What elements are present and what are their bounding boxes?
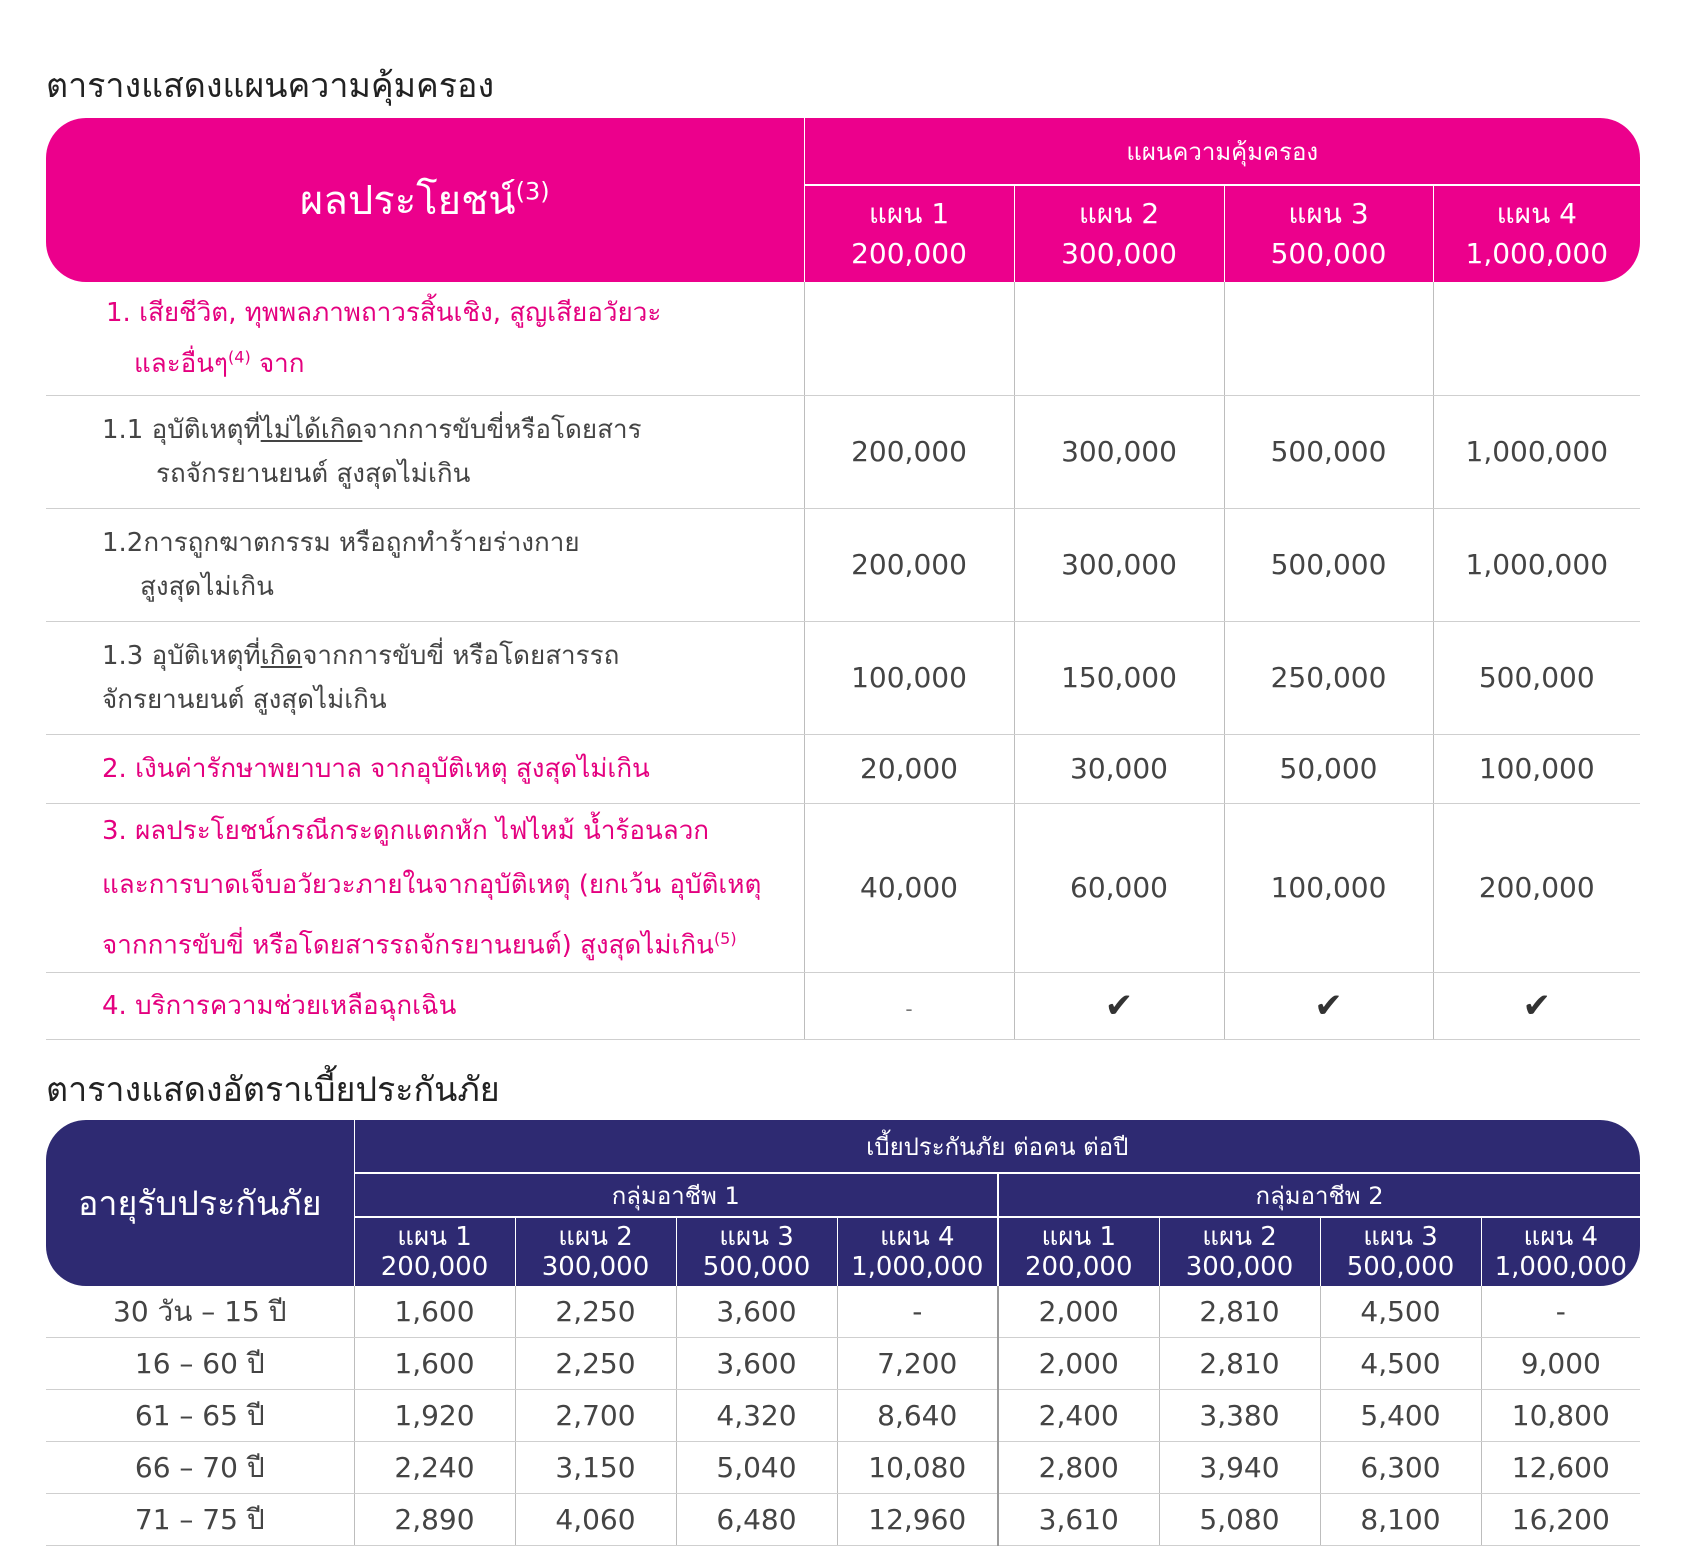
premium-cell: 5,040 [676, 1442, 837, 1494]
check-icon: ✔ [1224, 973, 1433, 1040]
value-cell: 1,000,000 [1433, 508, 1640, 621]
premium-cell: 2,240 [354, 1442, 515, 1494]
premium-cell: 10,080 [837, 1442, 998, 1494]
premium-cell: 5,400 [1320, 1390, 1481, 1442]
benefit-2-label: 2. เงินค่ารักษาพยาบาล จากอุบัติเหตุ สูงสุดไม่เกิน [46, 734, 804, 803]
premium-row [46, 1442, 1640, 1494]
plan-2-header: แผน 2 300,000 [1014, 185, 1224, 282]
check-icon: ✔ [1433, 973, 1640, 1040]
benefit-4-label: 4. บริการความช่วยเหลือฉุกเฉิน [46, 973, 804, 1040]
check-icon: ✔ [1014, 973, 1224, 1040]
premium-cell: 2,800 [998, 1442, 1159, 1494]
premium-cell: 4,500 [1320, 1338, 1481, 1390]
premium-cell: 2,250 [515, 1286, 676, 1338]
premium-cell: 4,320 [676, 1390, 837, 1442]
plan-1-header: แผน 1 200,000 [804, 185, 1014, 282]
premium-cell: 7,200 [837, 1338, 998, 1390]
value-cell: 150,000 [1014, 621, 1224, 734]
value-cell: 50,000 [1224, 734, 1433, 803]
premium-cell: 1,600 [354, 1286, 515, 1338]
age-range-cell: 71 – 75 ปี [46, 1494, 354, 1546]
g2-plan-1-header: แผน 1 200,000 [998, 1217, 1159, 1286]
premium-cell: 2,400 [998, 1390, 1159, 1442]
occupation-group-1-header: กลุ่มอาชีพ 1 [354, 1173, 998, 1217]
coverage-table [46, 118, 1640, 1040]
premium-cell: 4,500 [1320, 1286, 1481, 1338]
premium-cell: 12,600 [1481, 1442, 1640, 1494]
value-cell: 30,000 [1014, 734, 1224, 803]
premium-cell: 3,600 [676, 1286, 837, 1338]
age-range-cell: 30 วัน – 15 ปี [46, 1286, 354, 1338]
coverage-row-1-2 [46, 508, 1640, 621]
premium-cell: 2,000 [998, 1286, 1159, 1338]
premium-row [46, 1286, 1640, 1338]
value-cell: 20,000 [804, 734, 1014, 803]
premium-rows [46, 1286, 1640, 1546]
premium-cell: 9,000 [1481, 1338, 1640, 1390]
premium-cell: 8,100 [1320, 1494, 1481, 1546]
premium-cell: 3,610 [998, 1494, 1159, 1546]
premium-cell: 2,810 [1159, 1286, 1320, 1338]
benefit-3-label: 3. ผลประโยชน์กรณีกระดูกแตกหัก ไฟไหม้ น้ำร้อนลวก และการบาดเจ็บอวัยวะภายในจากอุบัติเหตุ (ยกเว้น อุบัติเหตุ จากการขับขี่ หรือโดยสารรถจักรยานยนต์) สูงสุดไม่เกิน$^{(5)}$ [46, 803, 804, 973]
coverage-row-1-1 [46, 395, 1640, 508]
premium-cell: 1,920 [354, 1390, 515, 1442]
premium-cell: 8,640 [837, 1390, 998, 1442]
premium-cell: 3,600 [676, 1338, 837, 1390]
benefit-1-3-label: 1.3 อุบัติเหตุที่เกิดจากการขับขี่ หรือโดยสารรถ จักรยานยนต์ สูงสุดไม่เกิน [46, 621, 804, 734]
premium-cell: - [1481, 1286, 1640, 1338]
value-cell: 200,000 [804, 395, 1014, 508]
age-range-cell: 61 – 65 ปี [46, 1390, 354, 1442]
premium-cell: 2,000 [998, 1338, 1159, 1390]
value-cell: 500,000 [1224, 395, 1433, 508]
value-cell: 100,000 [1224, 803, 1433, 973]
value-cell: 300,000 [1014, 508, 1224, 621]
coverage-row-1-3 [46, 621, 1640, 734]
premium-row [46, 1390, 1640, 1442]
premium-cell: 2,810 [1159, 1338, 1320, 1390]
value-cell: 1,000,000 [1433, 395, 1640, 508]
occupation-group-2-header: กลุ่มอาชีพ 2 [998, 1173, 1640, 1217]
premium-cell: 2,700 [515, 1390, 676, 1442]
g2-plan-2-header: แผน 2 300,000 [1159, 1217, 1320, 1286]
value-cell: 200,000 [1433, 803, 1640, 973]
premium-title: ตารางแสดงอัตราเบี้ยประกันภัย [46, 1070, 500, 1110]
value-cell: 100,000 [1433, 734, 1640, 803]
benefit-1-label: 1. เสียชีวิต, ทุพพลภาพถาวรสิ้นเชิง, สูญเสียอวัยวะ และอื่นๆ$^{(4)}$ จาก [46, 282, 804, 395]
premium-cell: 5,080 [1159, 1494, 1320, 1546]
premium-cell: 10,800 [1481, 1390, 1640, 1442]
g1-plan-1-header: แผน 1 200,000 [354, 1217, 515, 1286]
benefit-1-2-label: 1.2การถูกฆาตกรรม หรือถูกทำร้ายร่างกาย สูงสุดไม่เกิน [46, 508, 804, 621]
plans-header: แผนความคุ้มครอง [804, 118, 1640, 185]
value-cell: 500,000 [1433, 621, 1640, 734]
premium-cell: 16,200 [1481, 1494, 1640, 1546]
value-cell: 500,000 [1224, 508, 1433, 621]
age-range-cell: 16 – 60 ปี [46, 1338, 354, 1390]
premium-cell: 6,300 [1320, 1442, 1481, 1494]
premium-cell: 1,600 [354, 1338, 515, 1390]
age-range-cell: 66 – 70 ปี [46, 1442, 354, 1494]
premium-row [46, 1494, 1640, 1546]
premium-table [46, 1120, 1640, 1546]
g1-plan-2-header: แผน 2 300,000 [515, 1217, 676, 1286]
premium-cell: 3,940 [1159, 1442, 1320, 1494]
plan-4-header: แผน 4 1,000,000 [1433, 185, 1640, 282]
coverage-row-2 [46, 734, 1640, 803]
value-cell: 60,000 [1014, 803, 1224, 973]
premium-cell: 6,480 [676, 1494, 837, 1546]
value-cell: 100,000 [804, 621, 1014, 734]
coverage-row-1 [46, 282, 1640, 395]
premium-row [46, 1338, 1640, 1390]
premium-cell: 4,060 [515, 1494, 676, 1546]
value-cell: 250,000 [1224, 621, 1433, 734]
premium-cell: 3,380 [1159, 1390, 1320, 1442]
benefit-1-1-label: 1.1 อุบัติเหตุที่ไม่ได้เกิดจากการขับขี่หรือโดยสาร รถจักรยานยนต์ สูงสุดไม่เกิน [46, 395, 804, 508]
g1-plan-3-header: แผน 3 500,000 [676, 1217, 837, 1286]
premium-per-person-header: เบี้ยประกันภัย ต่อคน ต่อปี [354, 1120, 1640, 1173]
premium-cell: 3,150 [515, 1442, 676, 1494]
g1-plan-4-header: แผน 4 1,000,000 [837, 1217, 998, 1286]
premium-cell: 2,890 [354, 1494, 515, 1546]
premium-cell: - [837, 1286, 998, 1338]
g2-plan-3-header: แผน 3 500,000 [1320, 1217, 1481, 1286]
value-cell: 300,000 [1014, 395, 1224, 508]
benefit-header: ผลประโยชน์$^{(3)}$ [46, 118, 804, 282]
value-cell: 200,000 [804, 508, 1014, 621]
g2-plan-4-header: แผน 4 1,000,000 [1481, 1217, 1640, 1286]
coverage-row-3 [46, 803, 1640, 973]
value-cell: 40,000 [804, 803, 1014, 973]
not-available-dash: - [804, 973, 1014, 1040]
premium-cell: 12,960 [837, 1494, 998, 1546]
plan-3-header: แผน 3 500,000 [1224, 185, 1433, 282]
coverage-title: ตารางแสดงแผนความคุ้มครอง [46, 66, 495, 106]
age-header: อายุรับประกันภัย [46, 1120, 354, 1286]
coverage-row-4 [46, 973, 1640, 1040]
premium-cell: 2,250 [515, 1338, 676, 1390]
